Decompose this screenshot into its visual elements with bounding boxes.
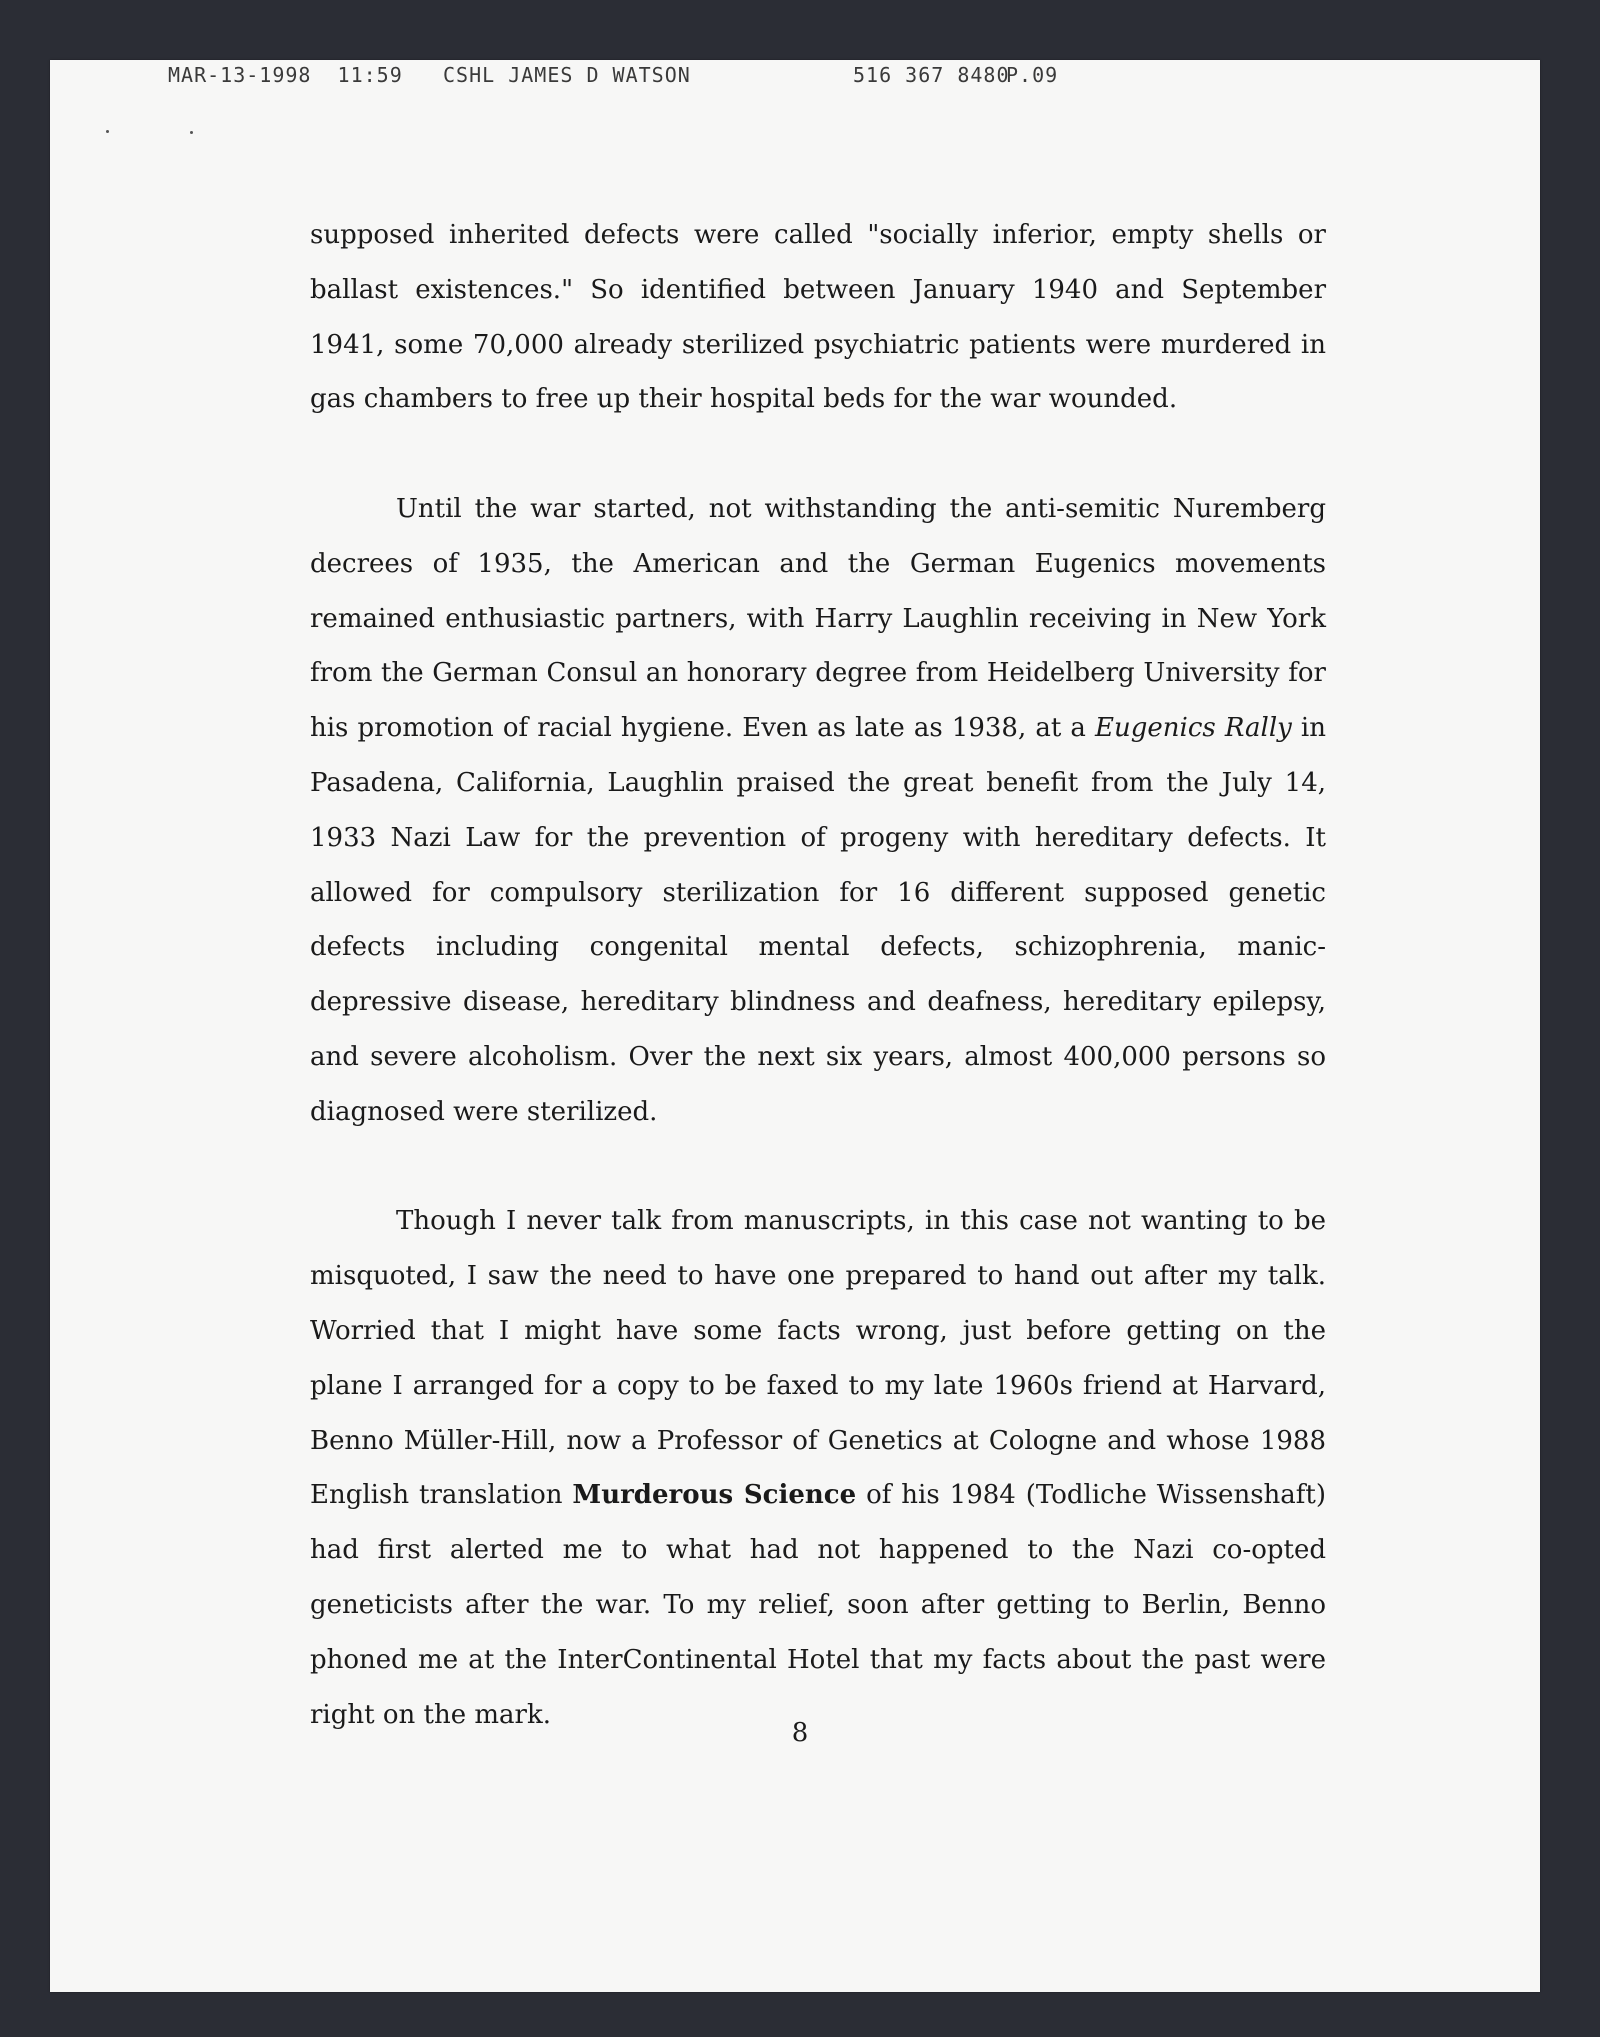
fax-sender: CSHL JAMES D WATSON bbox=[443, 63, 691, 87]
murderous-science-bold: Murderous Science bbox=[572, 1480, 857, 1511]
page-number: 8 bbox=[791, 1718, 809, 1748]
document-body bbox=[310, 208, 1326, 1797]
paragraph-1 bbox=[310, 208, 1326, 427]
paragraph-3-text-a: Though I never talk from manuscripts, in this case not wanting to be misquoted, I saw the need to have one prepared to hand out after my talk. Worried that I might have some facts wrong, just before getting on the plane I arranged for a copy to be faxed to my late 1960s friend at Harvard, Benno Müller-Hill, now a Professor of Genetics at Cologne and whose 1988 English translation bbox=[310, 1206, 1326, 1511]
fax-phone-number: 516 367 8480 bbox=[853, 63, 1010, 87]
scan-speck bbox=[190, 131, 193, 134]
paragraph-2-text-a: Until the war started, not withstanding the anti-semitic Nuremberg decrees of 1935, the American and the German Eugenics movements remained enthusiastic partners, with Harry Laughlin receiving in New York from the German Consul an honorary degree from Heidelberg University for his promotion of racial hygiene. Even as late as 1938, at a bbox=[310, 493, 1326, 744]
scan-speck bbox=[106, 130, 109, 133]
paragraph-3-text-b: of his 1984 (Todliche Wissenshaft) had first alerted me to what had not happened to the Nazi co-opted geneticists after the war. To my relief, soon after getting to Berlin, Benno phoned me at the InterContinental Hotel that my facts about the past were right on the mark. bbox=[310, 1480, 1326, 1730]
paragraph-1-text: supposed inherited defects were called "socially inferior, empty shells or ballast existences." So identified between January 1940 and September 1941, some 70,000 already sterilized psychiatric patients were murdered in gas chambers to free up their hospital beds for the war wounded. bbox=[310, 220, 1326, 415]
eugenics-rally-italic: Eugenics Rally bbox=[1095, 713, 1292, 744]
fax-datetime: MAR-13-1998 11:59 bbox=[168, 63, 403, 87]
paragraph-2-text-b: in Pasadena, California, Laughlin praised the great benefit from the July 14, 1933 Nazi Law for the prevention of progeny with hereditary defects. It allowed for compulsory sterilization for 16 different supposed genetic defects including congenital mental defects, schizophrenia, manic-depressive disease, hereditary blindness and deafness, hereditary epilepsy, and severe alcoholism. Over the next six years, almost 400,000 persons so diagnosed were sterilized. bbox=[310, 713, 1326, 1127]
fax-page-number: P.09 bbox=[1006, 63, 1059, 87]
paragraph-2 bbox=[310, 482, 1326, 1140]
paragraph-3 bbox=[310, 1194, 1326, 1742]
